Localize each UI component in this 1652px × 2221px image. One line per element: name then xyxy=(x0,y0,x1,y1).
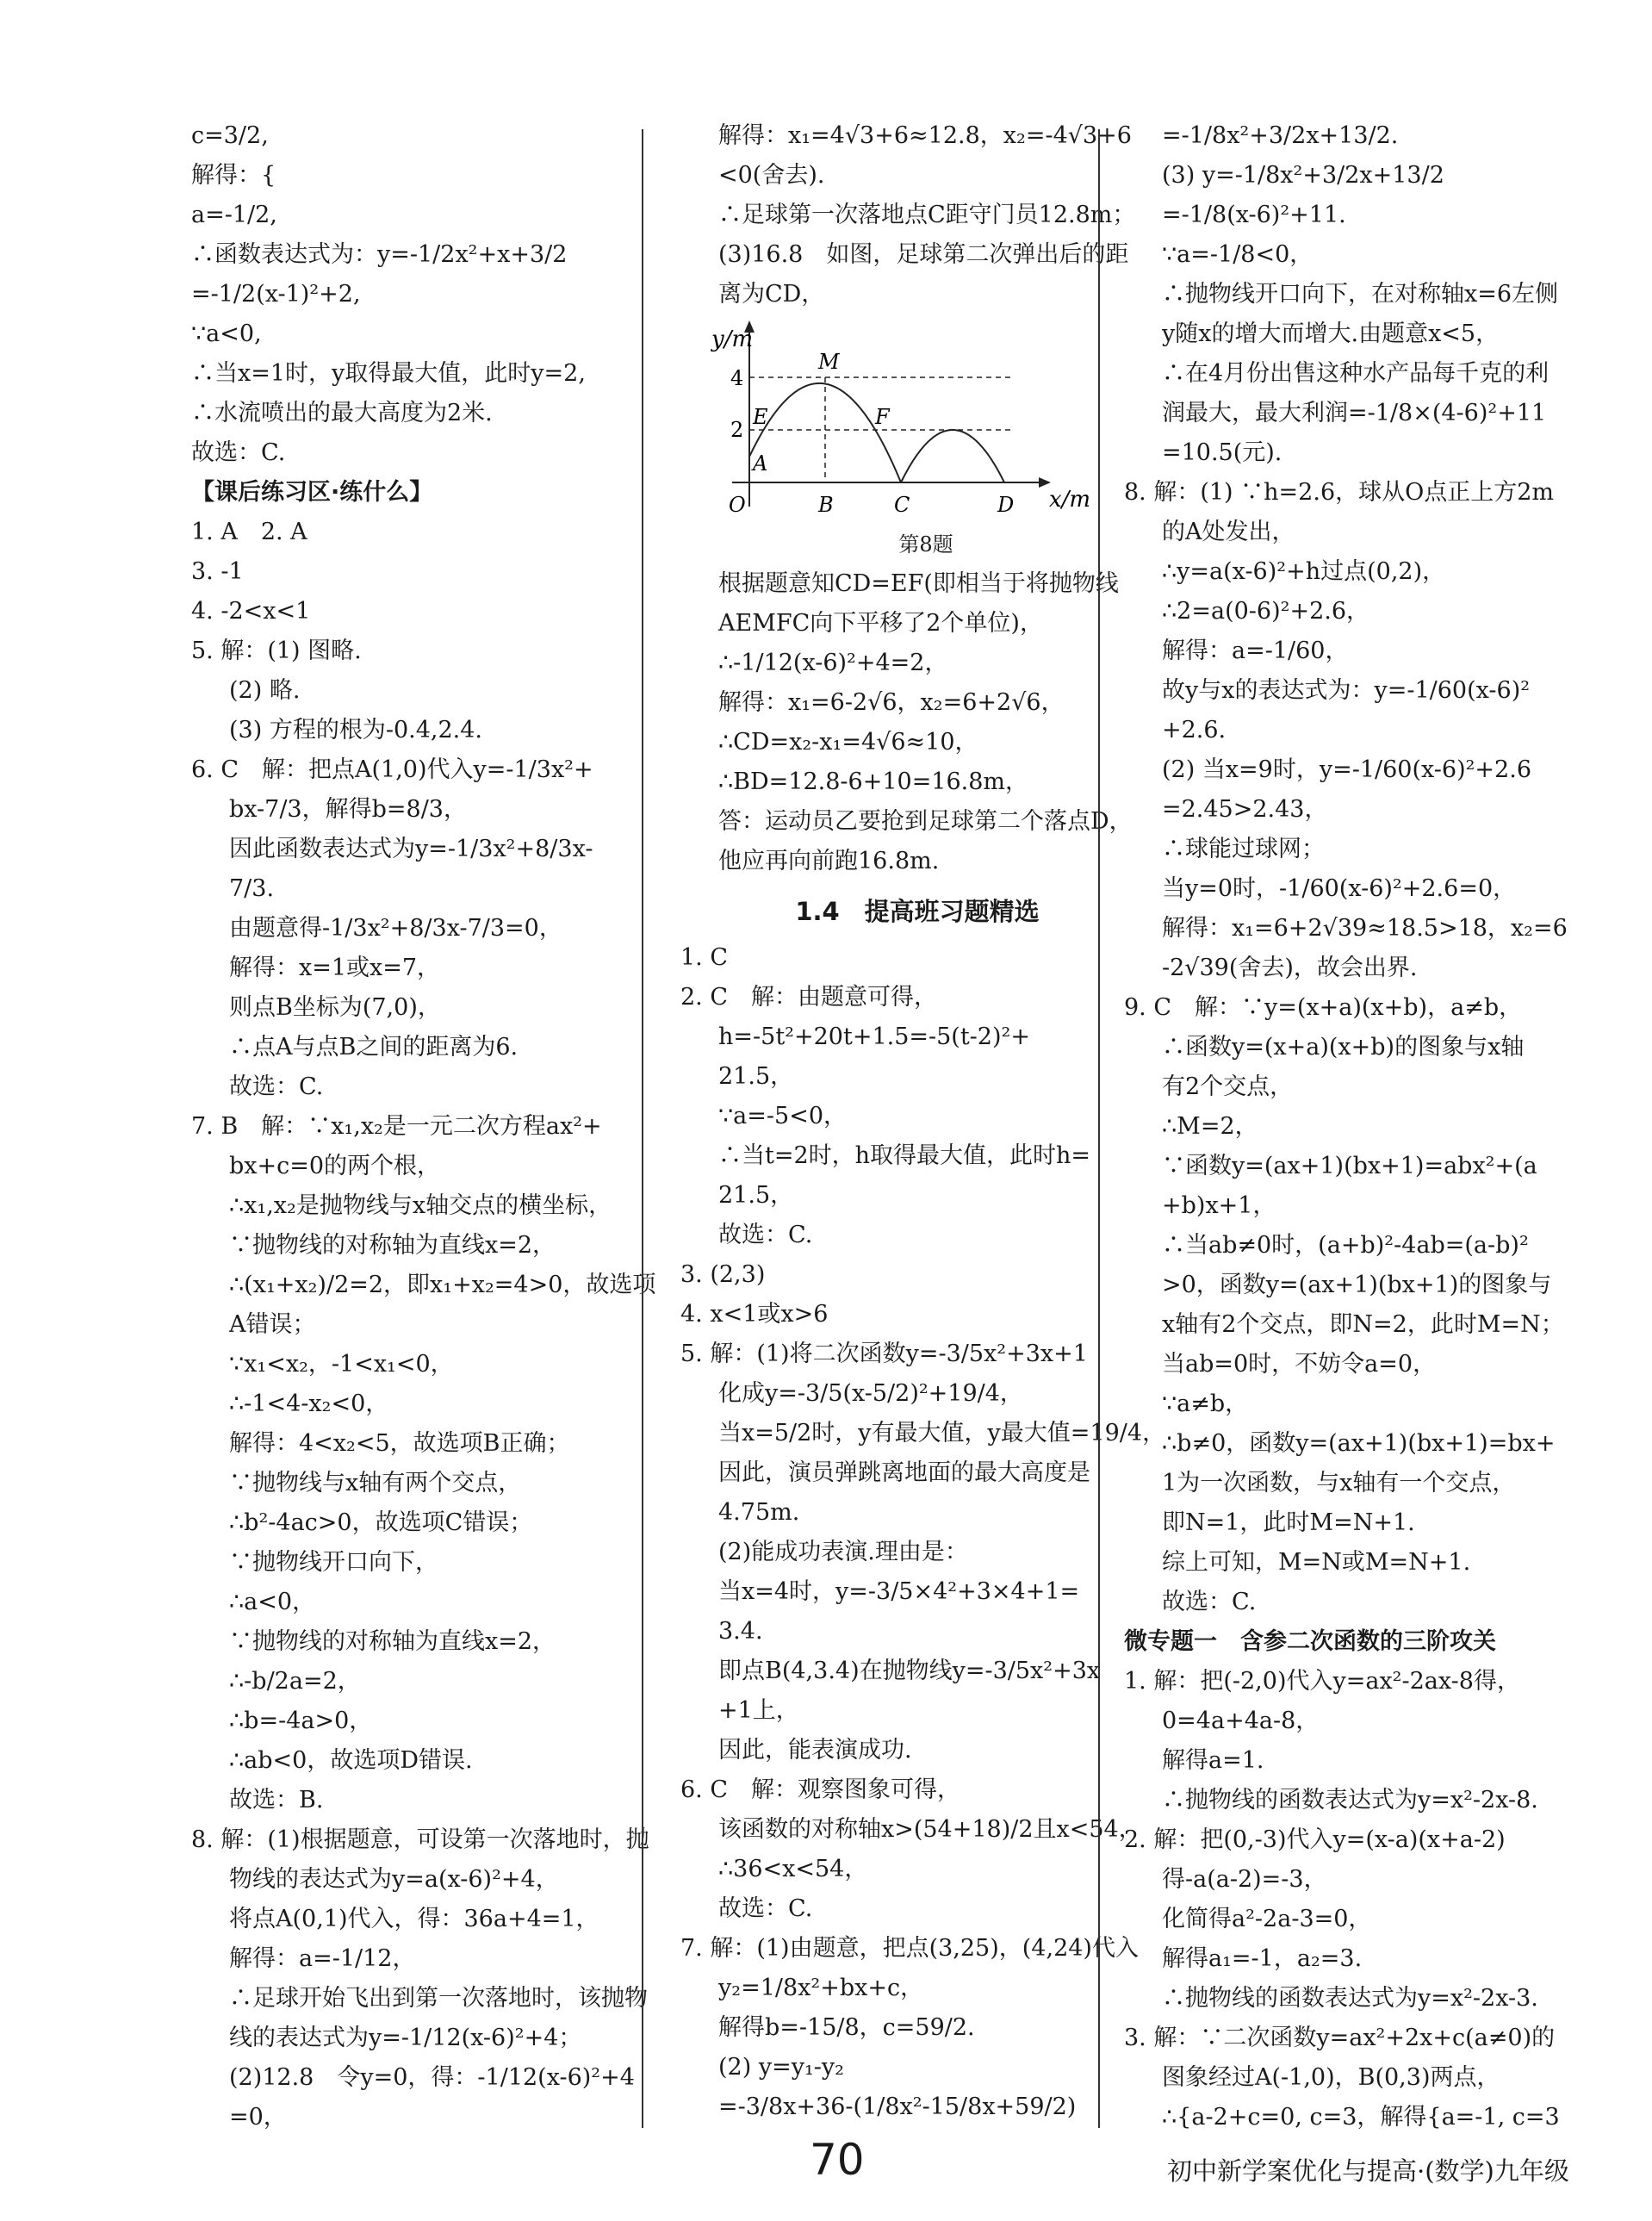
text-line: 4. x<1或x>6 xyxy=(680,1301,829,1328)
parabola-graph xyxy=(698,317,1102,524)
text-line: ∴抛物线的函数表达式为y=x²-2x-3. xyxy=(1162,1985,1538,2012)
text-line: ∵a≠b， xyxy=(1162,1390,1249,1417)
text-line: y随x的增大而增大.由题意x<5， xyxy=(1162,320,1500,347)
text-line: (2) 当x=9时，y=-1/60(x-6)²+2.6 xyxy=(1162,756,1531,783)
column-divider xyxy=(642,129,643,2128)
text-line: =-1/8x²+3/2x+13/2. xyxy=(1162,122,1399,149)
text-line: 解得：x=1或x=7， xyxy=(229,955,441,981)
text-line: 因此，能表演成功. xyxy=(718,1737,912,1764)
text-line: (3)16.8 如图，足球第二次弹出后的距 xyxy=(718,241,1129,268)
text-line: ∴b=-4a>0， xyxy=(229,1708,373,1734)
text-line: 解得：x₁=6-2√6，x₂=6+2√6， xyxy=(718,689,1065,716)
text-line: 解得b=-15/8，c=59/2. xyxy=(718,2014,975,2041)
text-line: ∴CD=x₂-x₁=4√6≈10， xyxy=(718,729,978,756)
second-parabola-arc xyxy=(901,430,1004,482)
text-line: 当x=4时，y=-3/5×4²+3×4+1= xyxy=(718,1578,1080,1605)
text-line: 故选：C. xyxy=(1162,1589,1257,1615)
text-line: ∴抛物线开口向下，在对称轴x=6左侧 xyxy=(1162,281,1559,308)
text-line: 1. 解：把(-2,0)代入y=ax²-2ax-8得， xyxy=(1124,1668,1520,1695)
text-line: 21.5， xyxy=(718,1182,794,1209)
text-line: 当ab=0时，不妨令a=0， xyxy=(1162,1351,1437,1378)
text-line: =10.5(元). xyxy=(1162,439,1282,466)
text-line: +2.6. xyxy=(1162,717,1227,743)
text-line: -2√39(舍去)，故会出界. xyxy=(1162,955,1418,981)
text-line: 9. C 解：∵y=(x+a)(x+b)，a≠b， xyxy=(1124,994,1523,1021)
text-line: h=-5t²+20t+1.5=-5(t-2)²+ xyxy=(718,1023,1030,1050)
text-line: ∴2=a(0-6)²+2.6， xyxy=(1162,598,1370,625)
column-middle xyxy=(680,119,1166,2130)
column-middle-upper xyxy=(680,119,1154,312)
text-line: ∵a<0, xyxy=(191,320,262,347)
text-line: 解得：a=-1/60， xyxy=(1162,638,1349,664)
text-line: ∴足球第一次落地点C距守门员12.8m； xyxy=(718,202,1136,228)
text-line: ∴抛物线的函数表达式为y=x²-2x-8. xyxy=(1162,1787,1538,1814)
text-line: ∴当ab≠0时，(a+b)²-4ab=(a-b)² xyxy=(1162,1232,1529,1259)
point-f-label: F xyxy=(875,405,890,429)
text-line: 2. 解：把(0,-3)代入y=(x-a)(x+a-2) xyxy=(1124,1826,1506,1853)
text-line: ∴(x₁+x₂)/2=2，即x₁+x₂=4>0，故选项 xyxy=(229,1272,656,1298)
text-line: 1为一次函数，与x轴有一个交点， xyxy=(1162,1470,1516,1496)
text-line: 则点B坐标为(7,0)， xyxy=(229,994,441,1021)
text-line: y₂=1/8x²+bx+c， xyxy=(718,1975,924,2001)
text-line: =-1/8(x-6)²+11. xyxy=(1162,202,1346,228)
text-line: 故选：C. xyxy=(229,1073,324,1100)
text-line: x轴有2个交点，即N=2，此时M=N； xyxy=(1162,1311,1564,1338)
text-line: 4. -2<x<1 xyxy=(191,598,311,625)
y-axis-label: y/m xyxy=(711,327,754,352)
text-line: AEMFC向下平移了2个单位)， xyxy=(718,610,1043,637)
text-line: ∵抛物线的对称轴为直线x=2， xyxy=(229,1232,556,1259)
text-line: =-1/2(x-1)²+2, xyxy=(191,281,361,308)
text-line: =-3/8x+36-(1/8x²-15/8x+59/2) xyxy=(718,2093,1077,2120)
text-line: 微专题一 含参二次函数的三阶攻关 xyxy=(1124,1628,1496,1655)
point-b-label: B xyxy=(818,493,834,517)
text-line: ∴b≠0，函数y=(ax+1)(bx+1)=bx+ xyxy=(1162,1430,1556,1457)
text-line: 8. 解：(1)根据题意，可设第一次落地时，抛 xyxy=(191,1826,649,1853)
text-line: 物线的表达式为y=a(x-6)²+4， xyxy=(229,1866,559,1893)
text-line: (2)能成功表演.理由是： xyxy=(718,1539,968,1565)
text-line: 8. 解：(1) ∵h=2.6，球从O点正上方2m xyxy=(1124,479,1555,506)
text-line: +b)x+1， xyxy=(1162,1192,1276,1219)
text-line: 的A处发出， xyxy=(1162,519,1295,545)
text-line: (2) 略. xyxy=(229,677,301,704)
column-right xyxy=(1124,119,1598,2140)
text-line: ∴a<0， xyxy=(229,1589,316,1615)
text-line: ∴{a-2+c=0, c=3，解得{a=-1, c=3 xyxy=(1162,2104,1560,2131)
text-line: (2) y=y₁-y₂ xyxy=(718,2054,844,2081)
text-line: A错误； xyxy=(229,1311,316,1338)
text-line: 解得：{ xyxy=(191,162,276,189)
text-line: 故选：B. xyxy=(229,1787,324,1814)
x-axis-label: x/m xyxy=(1049,487,1091,513)
text-line: 由题意得-1/3x²+8/3x-7/3=0， xyxy=(229,915,562,942)
column-middle-lower xyxy=(680,567,1166,2125)
text-line: +1上， xyxy=(718,1697,799,1724)
parabola-figure xyxy=(698,317,1154,562)
text-line: 3.4. xyxy=(718,1618,763,1645)
text-line: 即点B(4,3.4)在抛物线y=-3/5x²+3x xyxy=(718,1658,1101,1684)
text-line: 故y与x的表达式为：y=-1/60(x-6)² xyxy=(1162,677,1531,704)
text-line: =0， xyxy=(229,2104,287,2131)
column-left xyxy=(191,119,665,2140)
text-line: ∵抛物线的对称轴为直线x=2， xyxy=(229,1628,556,1655)
text-line: 6. C 解：把点A(1,0)代入y=-1/3x²+ xyxy=(191,756,593,783)
text-line: ∴当x=1时，y取得最大值，此时y=2, xyxy=(191,360,586,387)
text-line: 故选：C. xyxy=(718,1222,813,1248)
text-line: (3) 方程的根为-0.4,2.4. xyxy=(229,717,482,743)
text-line: ∴y=a(x-6)²+h过点(0,2)， xyxy=(1162,558,1446,585)
text-line: 根据题意知CD=EF(即相当于将抛物线 xyxy=(718,570,1119,597)
text-line: 当y=0时，-1/60(x-6)²+2.6=0， xyxy=(1162,875,1517,902)
text-line: 21.5， xyxy=(718,1063,794,1090)
text-line: 6. C 解：观察图象可得， xyxy=(680,1776,961,1803)
point-c-label: C xyxy=(894,493,910,517)
text-line: ∴函数表达式为：y=-1/2x²+x+3/2 xyxy=(191,241,568,268)
text-line: ∴BD=12.8-6+10=16.8m， xyxy=(718,768,1029,795)
text-line: ∵抛物线开口向下， xyxy=(229,1549,438,1576)
text-line: ∴球能过球网； xyxy=(1162,836,1325,862)
text-line: 当x=5/2时，y有最大值，y最大值=19/4， xyxy=(718,1420,1166,1446)
text-line: 化简得a²-2a-3=0， xyxy=(1162,1906,1372,1932)
text-line: bx-7/3，解得b=8/3， xyxy=(229,796,467,823)
point-d-label: D xyxy=(997,493,1015,517)
text-line: (2)12.8 令y=0，得：-1/12(x-6)²+4 xyxy=(229,2064,635,2091)
text-line: ∵x₁<x₂，-1<x₁<0， xyxy=(229,1351,454,1378)
text-line: ∴-b/2a=2， xyxy=(229,1668,361,1695)
text-line: 3. 解：∵二次函数y=ax²+2x+c(a≠0)的 xyxy=(1124,2025,1556,2051)
text-line: 该函数的对称轴x>(54+18)/2且x<54， xyxy=(718,1816,1142,1843)
text-line: ∵a=-5<0， xyxy=(718,1103,848,1129)
text-line: 因此函数表达式为y=-1/3x²+8/3x- xyxy=(229,836,593,862)
text-line: 解得：x₁=6+2√39≈18.5>18，x₂=6 xyxy=(1162,915,1568,942)
text-line: 5. 解：(1) 图略. xyxy=(191,638,362,664)
text-line: <0(舍去). xyxy=(718,162,825,189)
text-line: a=-1/2, xyxy=(191,202,277,228)
text-line: 解得：x₁=4√3+6≈12.8，x₂=-4√3+6 xyxy=(718,122,1132,149)
text-line: 答：运动员乙要抢到足球第二个落点D， xyxy=(718,808,1133,835)
page-number: 70 xyxy=(810,2135,865,2185)
text-line: ∴点A与点B之间的距离为6. xyxy=(229,1034,519,1061)
text-line: ∴ab<0，故选项D错误. xyxy=(229,1747,473,1774)
figure-caption: 第8题 xyxy=(898,532,953,557)
text-line: 有2个交点， xyxy=(1162,1073,1294,1100)
text-line: ∴当t=2时，h取得最大值，此时h= xyxy=(718,1142,1091,1169)
text-line: 综上可知，M=N或M=N+1. xyxy=(1162,1549,1471,1576)
book-title: 初中新学案优化与提高·(数学)九年级 xyxy=(1167,2156,1569,2186)
text-line: 润最大，最大利润=-1/8×(4-6)²+11 xyxy=(1162,400,1547,426)
text-line: 故选：C. xyxy=(191,439,286,466)
text-line: ∵抛物线与x轴有两个交点， xyxy=(229,1470,522,1496)
text-line: 7. 解：(1)由题意，把点(3,25)，(4,24)代入 xyxy=(680,1935,1139,1962)
text-line: ∴M=2， xyxy=(1162,1113,1258,1140)
text-line: ∴x₁,x₂是抛物线与x轴交点的横坐标， xyxy=(229,1192,612,1219)
text-line: ∵a=-1/8<0， xyxy=(1162,241,1314,268)
text-line: ∴在4月份出售这种水产品每千克的利 xyxy=(1162,360,1550,387)
text-line: (3) y=-1/8x²+3/2x+13/2 xyxy=(1162,162,1444,189)
tick-label-2: 2 xyxy=(730,418,744,442)
text-line: 1.4 提高班习题精选 xyxy=(795,897,1040,926)
text-line: 【课后练习区·练什么】 xyxy=(191,479,433,506)
text-line: ∴b²-4ac>0，故选项C错误； xyxy=(229,1509,533,1536)
text-line: 5. 解：(1)将二次函数y=-3/5x²+3x+1 xyxy=(680,1341,1088,1367)
text-line: 1. C xyxy=(680,944,729,971)
text-line: 3. (2,3) xyxy=(680,1261,766,1288)
point-m-label: M xyxy=(818,350,840,374)
point-a-label: A xyxy=(753,451,768,476)
text-line: 得-a(a-2)=-3， xyxy=(1162,1866,1327,1893)
text-line: 离为CD， xyxy=(718,281,825,308)
text-line: 图象经过A(-1,0)，B(0,3)两点， xyxy=(1162,2064,1500,2091)
text-line: ∴-1<4-x₂<0， xyxy=(229,1390,389,1417)
tick-label-4: 4 xyxy=(730,366,744,390)
text-line: 7/3. xyxy=(229,875,275,902)
text-line: 解得：a=-1/12， xyxy=(229,1945,416,1972)
text-line: 线的表达式为y=-1/12(x-6)²+4； xyxy=(229,2025,582,2051)
text-line: c=3/2, xyxy=(191,122,269,149)
text-line: 1. A 2. A xyxy=(191,519,307,545)
column-divider xyxy=(1098,129,1100,2128)
text-line: bx+c=0的两个根， xyxy=(229,1153,441,1179)
text-line: 将点A(0,1)代入，得：36a+4=1， xyxy=(229,1906,599,1932)
text-line: >0，函数y=(ax+1)(bx+1)的图象与 xyxy=(1162,1272,1552,1298)
text-line: 3. -1 xyxy=(191,558,244,585)
text-line: 解得a₁=-1，a₂=3. xyxy=(1162,1945,1363,1972)
text-line: =2.45>2.43， xyxy=(1162,796,1328,823)
text-line: 即N=1，此时M=N+1. xyxy=(1162,1509,1415,1536)
text-line: 化成y=-3/5(x-5/2)²+19/4， xyxy=(718,1380,1023,1407)
text-line: 7. B 解：∵x₁,x₂是一元二次方程ax²+ xyxy=(191,1113,602,1140)
text-line: ∴函数y=(x+a)(x+b)的图象与x轴 xyxy=(1162,1034,1525,1061)
text-line: 解得：4<x₂<5，故选项B正确； xyxy=(229,1430,570,1457)
text-line: 他应再向前跑16.8m. xyxy=(718,848,940,874)
text-line: ∴足球开始飞出到第一次落地时，该抛物 xyxy=(229,1985,648,2012)
text-line: ∴水流喷出的最大高度为2米. xyxy=(191,400,493,426)
text-line: 4.75m. xyxy=(718,1499,800,1526)
text-line: ∵函数y=(ax+1)(bx+1)=abx²+(a xyxy=(1162,1153,1537,1179)
text-line: 解得a=1. xyxy=(1162,1747,1264,1774)
text-line: 2. C 解：由题意可得， xyxy=(680,984,938,1011)
text-line: 故选：C. xyxy=(718,1895,813,1922)
point-e-label: E xyxy=(753,405,768,429)
point-o-label: O xyxy=(729,493,746,517)
text-line: ∴-1/12(x-6)²+4=2， xyxy=(718,650,948,676)
text-line: 0=4a+4a-8， xyxy=(1162,1708,1320,1734)
text-line: ∴36<x<54， xyxy=(718,1856,868,1882)
text-line: 因此，演员弹跳离地面的最大高度是 xyxy=(718,1459,1090,1486)
